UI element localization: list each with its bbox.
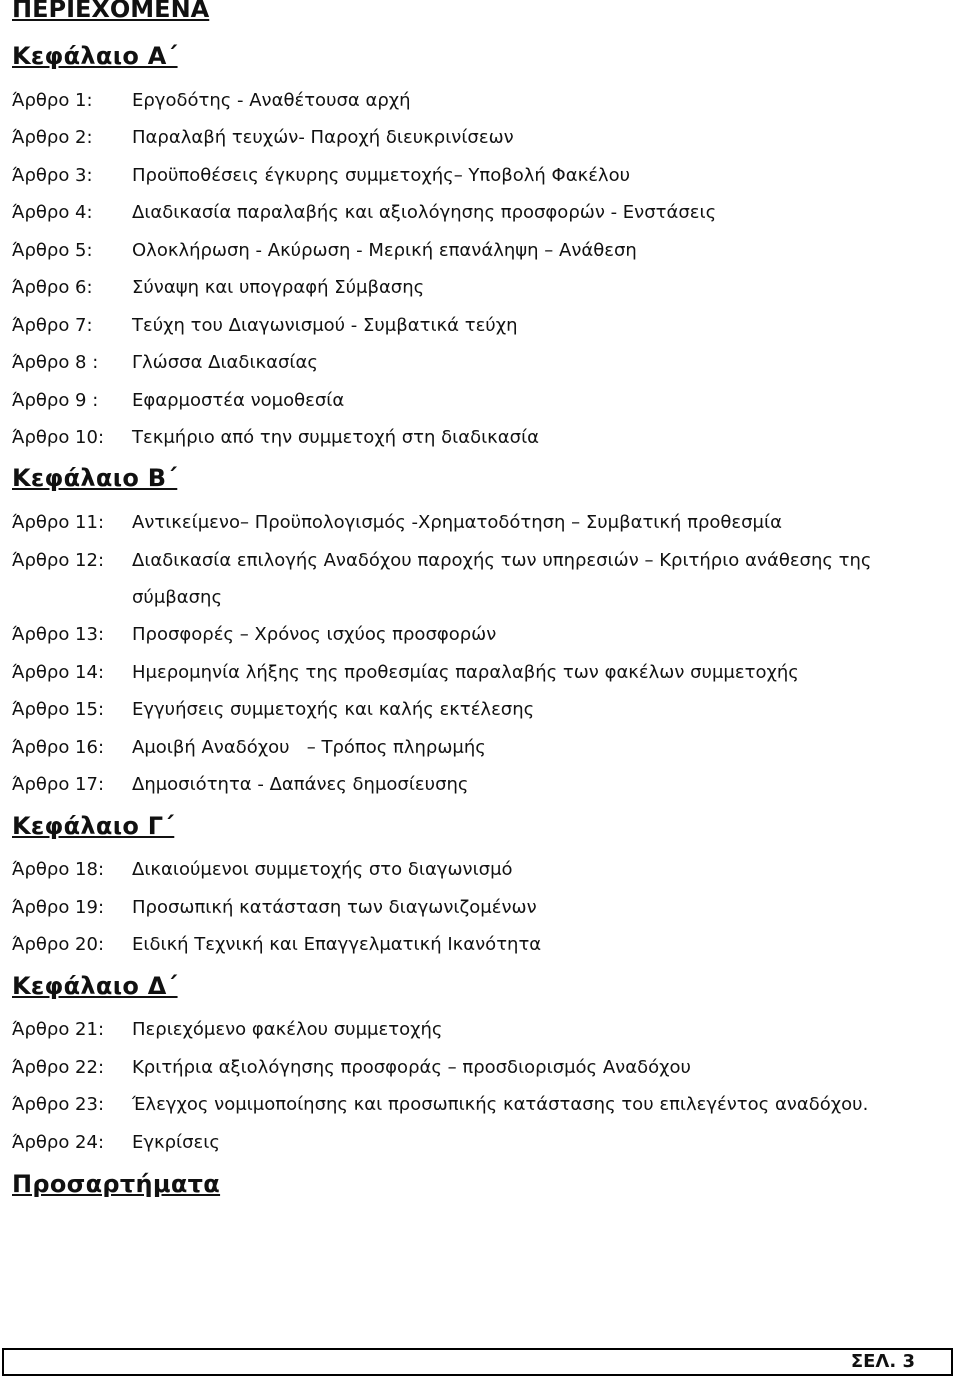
article-number: Άρθρο 19: [12,897,105,918]
chapter-heading-a: Κεφάλαιο Α΄ [12,42,178,70]
article-number: Άρθρο 24: [12,1132,105,1153]
article-number: Άρθρο 3: [12,165,93,186]
article-title: Τεκμήριο από την συμμετοχή στη διαδικασία [132,427,540,448]
chapter-heading-b: Κεφάλαιο Β΄ [12,464,178,492]
article-number: Άρθρο 2: [12,127,93,148]
article-title-line: σύμβασης [132,587,223,608]
article-title: Προσωπική κατάσταση των διαγωνιζομένων [132,897,537,918]
article-title: Αμοιβή Αναδόχου – Τρόπος πληρωμής [132,737,486,758]
article-title: Κριτήρια αξιολόγησης προσφοράς – προσδιορισμός Αναδόχου [132,1057,691,1078]
annexes-heading: Προσαρτήματα [12,1170,221,1198]
chapter-heading-c: Κεφάλαιο Γ΄ [12,812,175,840]
article-title: Δημοσιότητα - Δαπάνες δημοσίευσης [132,774,469,795]
article-title: Διαδικασία παραλαβής και αξιολόγησης προσφορών - Ενστάσεις [132,202,717,223]
article-number: Άρθρο 5: [12,240,93,261]
article-number: Άρθρο 14: [12,662,105,683]
article-title: Δικαιούμενοι συμμετοχής στο διαγωνισμό [132,859,513,880]
page-number: ΣΕΛ. 3 [850,1351,915,1372]
article-number: Άρθρο 18: [12,859,105,880]
article-title: Περιεχόμενο φακέλου συμμετοχής [132,1019,443,1040]
article-number: Άρθρο 13: [12,624,105,645]
article-title: Ολοκλήρωση - Ακύρωση - Μερική επανάληψη – Ανάθεση [132,240,637,261]
article-number: Άρθρο 6: [12,277,93,298]
article-number: Άρθρο 17: [12,774,105,795]
article-number: Άρθρο 9 : [12,390,99,411]
article-number: Άρθρο 12: [12,550,105,571]
article-number: Άρθρο 8 : [12,352,99,373]
article-title [132,542,871,616]
article-title: Εγκρίσεις [132,1132,220,1153]
article-number: Άρθρο 4: [12,202,93,223]
article-title: Έλεγχος νομιμοποίησης και προσωπικής κατάστασης του επιλεγέντος αναδόχου. [132,1094,869,1115]
article-title: Τεύχη του Διαγωνισμού - Συμβατικά τεύχη [132,315,518,336]
toc-title: ΠΕΡΙΕΧΟΜΕΝΑ [12,0,210,23]
article-title: Παραλαβή τευχών- Παροχή διευκρινίσεων [132,127,514,148]
article-number: Άρθρο 1: [12,90,93,111]
article-number: Άρθρο 22: [12,1057,105,1078]
article-number: Άρθρο 10: [12,427,105,448]
article-title: Εγγυήσεις συμμετοχής και καλής εκτέλεσης [132,699,535,720]
chapter-heading-d: Κεφάλαιο Δ΄ [12,972,178,1000]
article-title: Προϋποθέσεις έγκυρης συμμετοχής– Υποβολή Φακέλου [132,165,630,186]
article-title-line: Διαδικασία επιλογής Αναδόχου παροχής των υπηρεσιών – Κριτήριο ανάθεσης της [132,550,872,571]
article-number: Άρθρο 21: [12,1019,105,1040]
article-title: Ειδική Τεχνική και Επαγγελματική Ικανότητα [132,934,542,955]
article-title: Ημερομηνία λήξης της προθεσμίας παραλαβής των φακέλων συμμετοχής [132,662,799,683]
article-title: Αντικείμενο– Προϋπολογισμός -Χρηματοδότηση – Συμβατική προθεσμία [132,512,782,533]
article-title: Γλώσσα Διαδικασίας [132,352,318,373]
article-number: Άρθρο 11: [12,512,105,533]
article-title: Σύναψη και υπογραφή Σύμβασης [132,277,425,298]
article-number: Άρθρο 7: [12,315,93,336]
article-title: Εφαρμοστέα νομοθεσία [132,390,345,411]
article-number: Άρθρο 16: [12,737,105,758]
article-number: Άρθρο 20: [12,934,105,955]
page-footer [2,1348,953,1376]
article-title: Εργοδότης - Αναθέτουσα αρχή [132,90,411,111]
article-number: Άρθρο 15: [12,699,105,720]
article-title: Προσφορές – Χρόνος ισχύος προσφορών [132,624,497,645]
article-number: Άρθρο 23: [12,1094,105,1115]
